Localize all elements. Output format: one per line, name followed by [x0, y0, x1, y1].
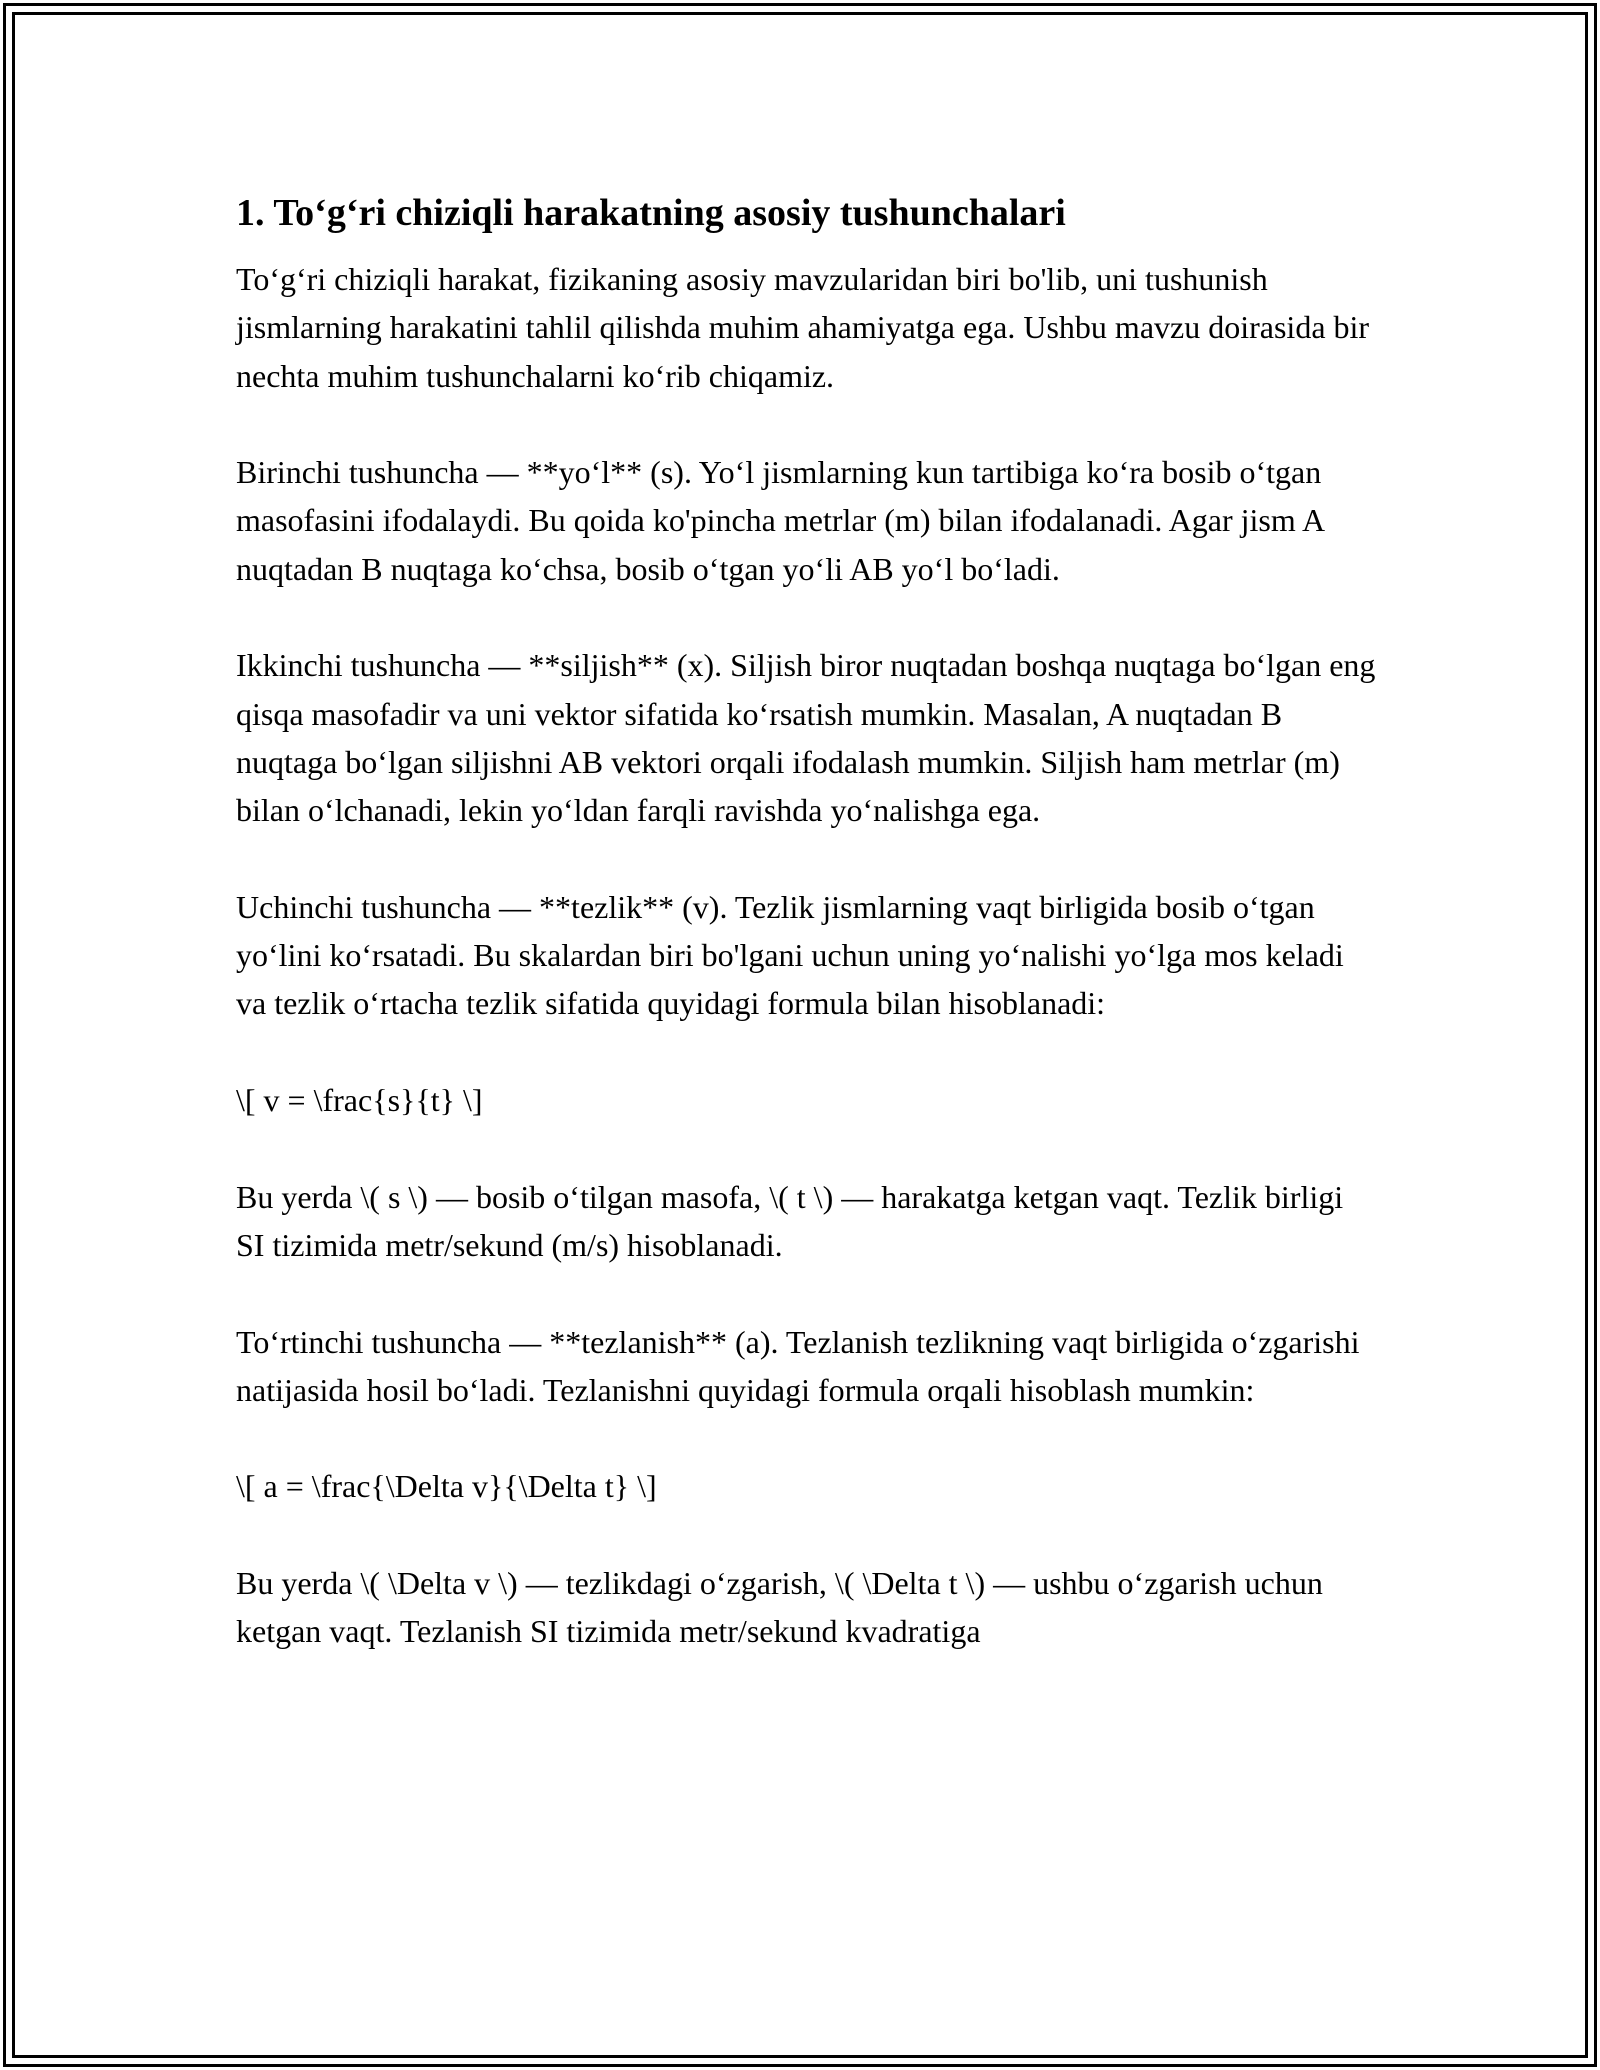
paragraph-yol: Birinchi tushuncha — **yo‘l** (s). Yo‘l jismlarning kun tartibiga ko‘ra bosib o‘tgan masofasini ifodalaydi. Bu qoida ko'pincha metrlar (m) bilan ifodalanadi. Agar jism A nuqtadan B nuqtaga ko‘chsa, bosib o‘tgan yo‘li AB yo‘l bo‘ladi.	[236, 454, 1324, 587]
paragraph-velocity-explanation: Bu yerda \( s \) — bosib o‘tilgan masofa, \( t \) — harakatga ketgan vaqt. Tezlik birligi SI tizimida metr/sekund (m/s) hisoblanadi.	[236, 1178, 1344, 1263]
section-heading: 1. To‘g‘ri chiziqli harakatning asosiy tushunchalari	[236, 192, 1066, 234]
formula-velocity: \[ v = \frac{s}{t} \]	[236, 1082, 483, 1119]
paragraph-siljish: Ikkinchi tushuncha — **siljish** (x). Siljish biror nuqtadan boshqa nuqtaga bo‘lgan eng qisqa masofadir va uni vektor sifatida ko‘rsatish mumkin. Masalan, A nuqtadan B nuqtaga bo‘lgan siljishni AB vektori orqali ifodalash mumkin. Siljish ham metrlar (m) bilan o‘lchanadi, lekin yo‘ldan farqli ravishda yo‘nalishga ega.	[236, 647, 1376, 829]
paragraph-intro: To‘g‘ri chiziqli harakat, fizikaning asosiy mavzularidan biri bo'lib, uni tushunish jismlarning harakatini tahlil qilishda muhim ahamiyatga ega. Ushbu mavzu doirasida bir nechta muhim tushunchalarni ko‘rib chiqamiz.	[236, 261, 1370, 394]
paragraph-tezlanish: To‘rtinchi tushuncha — **tezlanish** (a). Tezlanish tezlikning vaqt birligida o‘zgarishi natijasida hosil bo‘ladi. Tezlanishni quyidagi formula orqali hisoblash mumkin:	[236, 1323, 1360, 1408]
paragraph-acceleration-explanation: Bu yerda \( \Delta v \) — tezlikdagi o‘zgarish, \( \Delta t \) — ushbu o‘zgarish uchun ketgan vaqt. Tezlanish SI tizimida metr/sekund kvadratiga	[236, 1565, 1323, 1650]
paragraph-tezlik: Uchinchi tushuncha — **tezlik** (v). Tezlik jismlarning vaqt birligida bosib o‘tgan yo‘lini ko‘rsatadi. Bu skalardan biri bo'lgani uchun uning yo‘nalishi yo‘lga mos keladi va tezlik o‘rtacha tezlik sifatida quyidagi formula bilan hisoblanadi:	[236, 888, 1344, 1022]
formula-acceleration: \[ a = \frac{\Delta v}{\Delta t} \]	[236, 1468, 657, 1505]
document-page	[236, 185, 1376, 1704]
